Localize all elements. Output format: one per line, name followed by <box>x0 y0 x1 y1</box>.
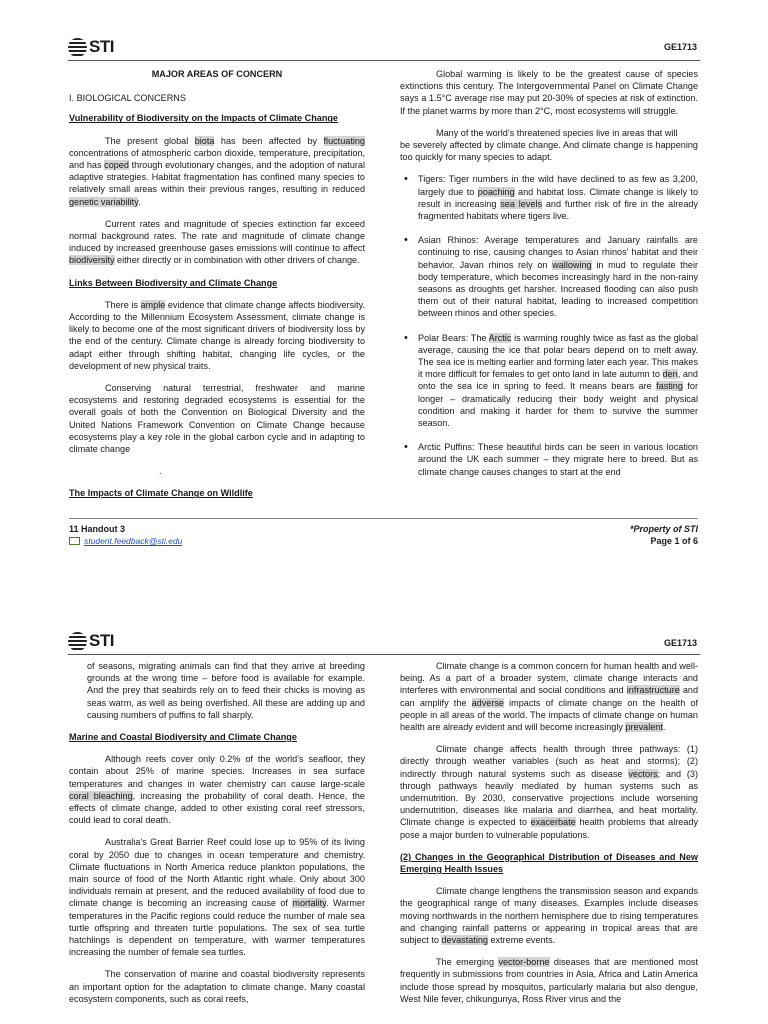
highlighted-term: genetic variability <box>69 196 139 207</box>
paragraph: Conserving natural terrestrial, freshwater and marine ecosystems and restoring degraded ecosystems is essential for the overall goals of both the Convention on Biological Diversity and the United Nations Framework Convention on Climate Change because ecosystems play a key role in the global carbon cycle and in adapting to climate change <box>69 383 365 455</box>
paragraph: The emerging vector-borne diseases that are mentioned most frequently in submissions from countries in Asia, Africa and Latin America include those spread by mosquitos, particularly malaria but also dengue, West Nile fever, chikungunya, Ross River virus and the <box>400 957 698 1004</box>
paragraph-continued: of seasons, migrating animals can find that they arrive at breeding grounds at the wrong time – before food is available for example. And the prey that seabirds rely on to feed their chicks is moving as seas warm, as well as being overfished. All these are adding up and causing numbers of puffins to fall sharply. <box>87 661 365 720</box>
highlighted-term: coral bleaching <box>69 790 133 801</box>
highlighted-term: biota <box>194 135 215 146</box>
page1-left-column <box>69 68 365 509</box>
page2-left-column <box>69 660 365 1015</box>
page2-right-column <box>400 660 698 1015</box>
paragraph: The present global biota has been affected by fluctuating concentrations of atmospheric carbon dioxide, temperature, precipitation, and has coped through evolutionary changes, and the adoption of natural adaptive strategies. Habitat fragmentation has confined many species to relatively small areas within their previous ranges, resulting in reduced genetic variability. <box>69 135 366 207</box>
section-title: I. BIOLOGICAL CONCERNS <box>69 93 186 104</box>
highlighted-term: adverse <box>471 697 504 708</box>
course-code: GE1713 <box>663 42 697 52</box>
paragraph: Australia’s Great Barrier Reef could lose up to 95% of its living coral by 2050 due to changes in ocean temperature and chemistry. Climate fluctuations in North America reduce plankton populations, the main source of food of the North Atlantic right whale. Only about 300 individuals remain at present, and the reduced availability of food due to climate change is becoming an increasing cause of mortality. Warmer temperatures in the Pacific regions could reduce the number of male sea turtle offspring and threaten turtle populations. The sex of sea turtle hatchlings is dependent on temperature, with warmer temperatures increasing the number of female sea turtles. <box>69 837 365 958</box>
highlighted-term: fluctuating <box>323 135 365 146</box>
stray-period: . <box>159 466 162 477</box>
highlighted-term: fasting <box>656 381 683 392</box>
mail-icon <box>69 537 80 545</box>
heading-wildlife: The Impacts of Climate Change on Wildlife <box>69 488 253 499</box>
list-item-polar-bears: • Polar Bears: The Arctic is warming roughly twice as fast as the global average, causing the ice that polar bears depend on to melt away. The sea ice is melting earlier and forming later each year. This makes it more difficult for females to get onto land in late autumn to den, and onto the sea ice in spring to feed. It means bears are fasting for longer – dramatically reducing their body weight and physical condition and making it harder for them to survive the summer season. <box>418 332 698 430</box>
paragraph: There is ample evidence that climate change affects biodiversity. According to the Millennium Ecosystem Assessment, climate change is likely to become one of the most significant drivers of biodiversity loss by the end of the century. Climate change is already forcing biodiversity to adapt either through shifting habitat, changing life cycles, or the development of new physical traits. <box>69 299 365 371</box>
page1-right-column <box>400 68 698 490</box>
globe-icon <box>68 632 87 651</box>
document-title: MAJOR AREAS OF CONCERN <box>151 69 283 79</box>
heading-vulnerability: Vulnerability of Biodiversity on the Impacts of Climate Change <box>69 113 338 124</box>
highlighted-term: vectors <box>628 768 658 779</box>
highlighted-term: devastating <box>441 935 488 946</box>
paragraph: Although reefs cover only 0.2% of the world’s seafloor, they contain about 25% of marine species. Increases in sea surface temperatures and changes in water chemistry can cause large-scale coral bleaching, increasing the probability of coral death. Hence, the effects of climate change, added to other existing coral reef stressors, could lead to coral death. <box>69 754 365 826</box>
highlighted-term: prevalent <box>625 722 663 733</box>
paragraph: Global warming is likely to be the greatest cause of species extinctions this century. The Intergovernmental Panel on Climate Change says a 1.5°C average rise may put 20-30% of species at risk of extinction. If the planet warms by more than 2°C, most ecosystems will struggle. <box>400 69 698 116</box>
list-item-puffins: • Arctic Puffins: These beautiful birds can be seen in various location around the UK each summer – they migrate here to breed. But as climate change causes changes to start at the end <box>418 441 698 478</box>
sti-logo <box>68 36 114 58</box>
highlighted-term: infrastructure <box>626 685 680 696</box>
highlighted-term: wallowing <box>552 259 592 270</box>
footer-page-number: Page 1 of 6 <box>650 536 698 546</box>
paragraph: be severely affected by climate change. And climate change is happening too quickly for many species to adapt. <box>400 140 698 163</box>
page-footer <box>69 518 698 546</box>
footer-property: *Property of STI <box>629 524 698 534</box>
heading-diseases: (2) Changes in the Geographical Distribution of Diseases and New Emerging Health Issues <box>400 851 698 875</box>
highlighted-term: den <box>662 369 678 380</box>
paragraph: The conservation of marine and coastal biodiversity represents an important option for the adaptation to climate change. Many coastal ecosystem components, such as coral reefs, <box>69 969 365 1004</box>
highlighted-term: sea levels <box>500 198 542 209</box>
header-rule <box>68 654 700 655</box>
globe-icon <box>68 38 87 57</box>
highlighted-term: coped <box>104 160 129 171</box>
highlighted-term: exacerbate <box>530 817 576 828</box>
header-rule <box>68 60 700 61</box>
feedback-email-link[interactable]: student.feedback@sti.edu <box>69 536 182 546</box>
heading-marine: Marine and Coastal Biodiversity and Climate Change <box>69 732 297 743</box>
sti-logo <box>68 630 114 652</box>
course-code: GE1713 <box>663 638 697 648</box>
paragraph: Current rates and magnitude of species extinction far exceed normal background rates. The rate and magnitude of climate change induced by increased greenhouse gases emissions will continue to affect biodiversity either directly or in combination with other drivers of change. <box>69 218 365 266</box>
highlighted-term: mortality <box>292 898 327 909</box>
highlighted-term: ample <box>140 299 166 310</box>
highlighted-term: Arctic <box>488 332 512 343</box>
paragraph: Climate change affects health through three pathways: (1) directly through weather variables (such as heat and storms); (2) indirectly through natural systems such as disease vectors; and (3) through pathways heavily mediated by human systems such as undernutrition. By 2030, conservative projections include worsening undernutrition, diseases like malaria and diarrhea, and heat mortality. Climate change is expected to exacerbate health problems that already pose a major burden to vulnerable populations. <box>400 744 698 840</box>
logo-text: STI <box>89 631 114 650</box>
footer-handout: 11 Handout 3 <box>69 524 126 534</box>
list-item-tigers: • Tigers: Tiger numbers in the wild have declined to as few as 3,200, largely due to poaching and habitat loss. Climate change is likely to result in increasing sea levels and further risk of fire in the already fragmented habitats where tigers live. <box>418 173 698 222</box>
logo-text: STI <box>89 37 114 56</box>
list-item-rhinos: • Asian Rhinos: Average temperatures and January rainfalls are continuing to rise, causing changes to Asian rhinos’ habitat and their behavior. Javan rhinos rely on wallowing in mud to regulate their body temperature, which becomes increasingly hard in the non-rainy seasons as droughts get harsher. Increased flooding can also push them out of their natural habitat, leading to increased competition between rhinos and other species. <box>418 234 698 319</box>
paragraph: Climate change lengthens the transmission season and expands the geographical range of many diseases. Examples include diseases moving northwards in the northern hemisphere due to rising temperatures and changing rainfall patterns or appearing in tropical areas that are subject to devastating extreme events. <box>400 886 698 946</box>
highlighted-term: poaching <box>477 186 515 197</box>
handout-page-2 <box>0 600 768 1024</box>
heading-links: Links Between Biodiversity and Climate Change <box>69 277 278 288</box>
highlighted-term: vector-borne <box>498 957 550 968</box>
species-list <box>400 173 698 477</box>
highlighted-term: biodiversity <box>69 255 115 266</box>
paragraph: Climate change is a common concern for human health and well-being. As a part of a broader system, climate change interacts and interferes with environmental and social conditions and infrastructure and can amplify the adverse impacts of climate change on the health of people in all areas of the world. The impacts of climate change on human health are already evident and will become increasingly prevalent. <box>400 661 699 733</box>
paragraph-lead: Many of the world’s threatened species live in areas that will <box>436 127 678 138</box>
